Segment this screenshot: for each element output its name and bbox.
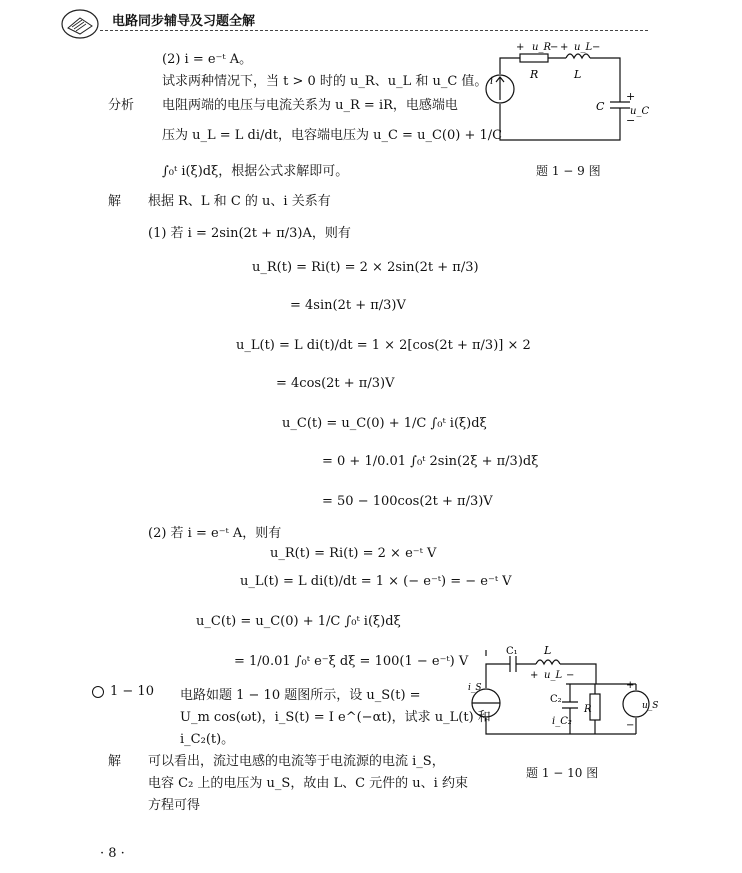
fig1-label-L: L <box>574 68 582 81</box>
solution-2-label: 解 <box>108 754 122 769</box>
analysis-line-3: ∫₀ᵗ i(ξ)dξ，根据公式求解即可。 <box>162 164 349 179</box>
problem-circle-icon <box>92 686 104 698</box>
fig1-label-i: i <box>490 76 494 87</box>
eq2-uC-2: = 1/0.01 ∫₀ᵗ e⁻ξ dξ = 100(1 − e⁻ᵗ) V <box>234 654 469 669</box>
solution-2-line-1: 可以看出，流过电感的电流等于电流源的电流 i_S， <box>148 754 445 769</box>
fig1-plus-2: + <box>560 42 569 53</box>
header-title: 电路同步辅导及习题全解 <box>112 14 256 29</box>
solution-2-line-2: 电容 C₂ 上的电压为 u_S，故由 L、C 元件的 u、i 约束 <box>148 776 468 791</box>
fig1-minus-2: − <box>592 42 601 53</box>
header-rule <box>100 30 648 31</box>
fig2-label-R: R <box>584 704 592 715</box>
solution-label: 解 <box>108 194 122 209</box>
solution-intro: 根据 R、L 和 C 的 u、i 关系有 <box>148 194 331 209</box>
analysis-label: 分析 <box>108 98 135 113</box>
page-number: · 8 · <box>100 846 125 861</box>
capacitor-c1-icon <box>510 656 516 672</box>
fig1-label-uR: u_R <box>532 42 551 53</box>
question-line: 试求两种情况下，当 t > 0 时的 u_R、u_L 和 u_C 值。 <box>162 74 488 89</box>
eq2-uL: u_L(t) = L di(t)/dt = 1 × (− e⁻ᵗ) = − e⁻ᵗ V <box>240 574 512 589</box>
figure-1-10-caption: 题 1 − 10 图 <box>526 766 599 780</box>
eq-uC-3: = 50 − 100cos(2t + π/3)V <box>322 494 493 509</box>
inductor-icon <box>566 54 590 58</box>
figure-1-10-circuit <box>466 644 659 748</box>
fig2-minus-2: − <box>626 720 635 731</box>
fig2-minus-1: − <box>566 670 575 681</box>
eq2-uR: u_R(t) = Ri(t) = 2 × e⁻ᵗ V <box>270 546 437 561</box>
case-2-line: (2) i = e⁻ᵗ A。 <box>162 52 253 67</box>
fig2-plus-1: + <box>530 670 539 681</box>
inductor-icon <box>536 660 560 664</box>
eq-uC-1: u_C(t) = u_C(0) + 1/C ∫₀ᵗ i(ξ)dξ <box>282 416 487 431</box>
case-1-heading: (1) 若 i = 2sin(2t + π/3)A，则有 <box>148 226 351 241</box>
case-2-heading: (2) 若 i = e⁻ᵗ A，则有 <box>148 526 282 541</box>
fig2-label-L: L <box>544 644 552 657</box>
fig2-label-uS: u_S <box>642 701 659 711</box>
problem-number-text: 1 − 10 <box>110 684 154 699</box>
eq-uL-2: = 4cos(2t + π/3)V <box>276 376 395 391</box>
fig2-label-C2: C₂ <box>550 694 562 705</box>
analysis-line-2: 压为 u_L = L di/dt，电容端电压为 u_C = u_C(0) + 1/C <box>162 128 503 143</box>
resistor-icon <box>520 54 548 62</box>
fig2-label-uL: u_L <box>544 670 563 681</box>
problem-number <box>92 684 154 699</box>
eq2-uC-1: u_C(t) = u_C(0) + 1/C ∫₀ᵗ i(ξ)dξ <box>196 614 401 629</box>
fig1-minus-3: − <box>626 114 636 127</box>
fig1-minus-1: − <box>550 42 559 53</box>
fig2-label-iS: i_S <box>468 683 482 693</box>
fig1-label-uL: u_L <box>574 42 593 53</box>
book-logo-icon <box>60 8 100 40</box>
eq-uR-1: u_R(t) = Ri(t) = 2 × 2sin(2t + π/3) <box>252 260 479 275</box>
problem-line-1: 电路如题 1 − 10 题图所示，设 u_S(t) = <box>180 688 421 703</box>
fig1-label-uC: u_C <box>630 106 650 117</box>
figure-1-9-circuit <box>480 42 650 154</box>
problem-line-2: U_m cos(ωt)，i_S(t) = I e^(−αt)，试求 u_L(t) 和 <box>180 710 491 725</box>
fig2-label-C1: C₁ <box>506 646 518 657</box>
fig1-plus-1: + <box>516 42 525 53</box>
eq-uR-2: = 4sin(2t + π/3)V <box>290 298 406 313</box>
fig1-label-R: R <box>530 68 539 81</box>
figure-1-9-caption: 题 1 − 9 图 <box>536 164 601 178</box>
fig1-label-C: C <box>596 100 605 113</box>
eq-uC-2: = 0 + 1/0.01 ∫₀ᵗ 2sin(2ξ + π/3)dξ <box>322 454 539 469</box>
fig1-plus-3: + <box>626 90 636 103</box>
fig2-plus-2: + <box>626 680 635 691</box>
problem-line-3: i_C₂(t)。 <box>180 732 235 747</box>
analysis-line-1: 电阻两端的电压与电流关系为 u_R = iR，电感端电 <box>162 98 458 113</box>
solution-2-line-3: 方程可得 <box>148 798 201 813</box>
eq-uL-1: u_L(t) = L di(t)/dt = 1 × 2[cos(2t + π/3)] × 2 <box>236 338 531 353</box>
fig2-label-iC2: i_C₂ <box>552 716 572 727</box>
